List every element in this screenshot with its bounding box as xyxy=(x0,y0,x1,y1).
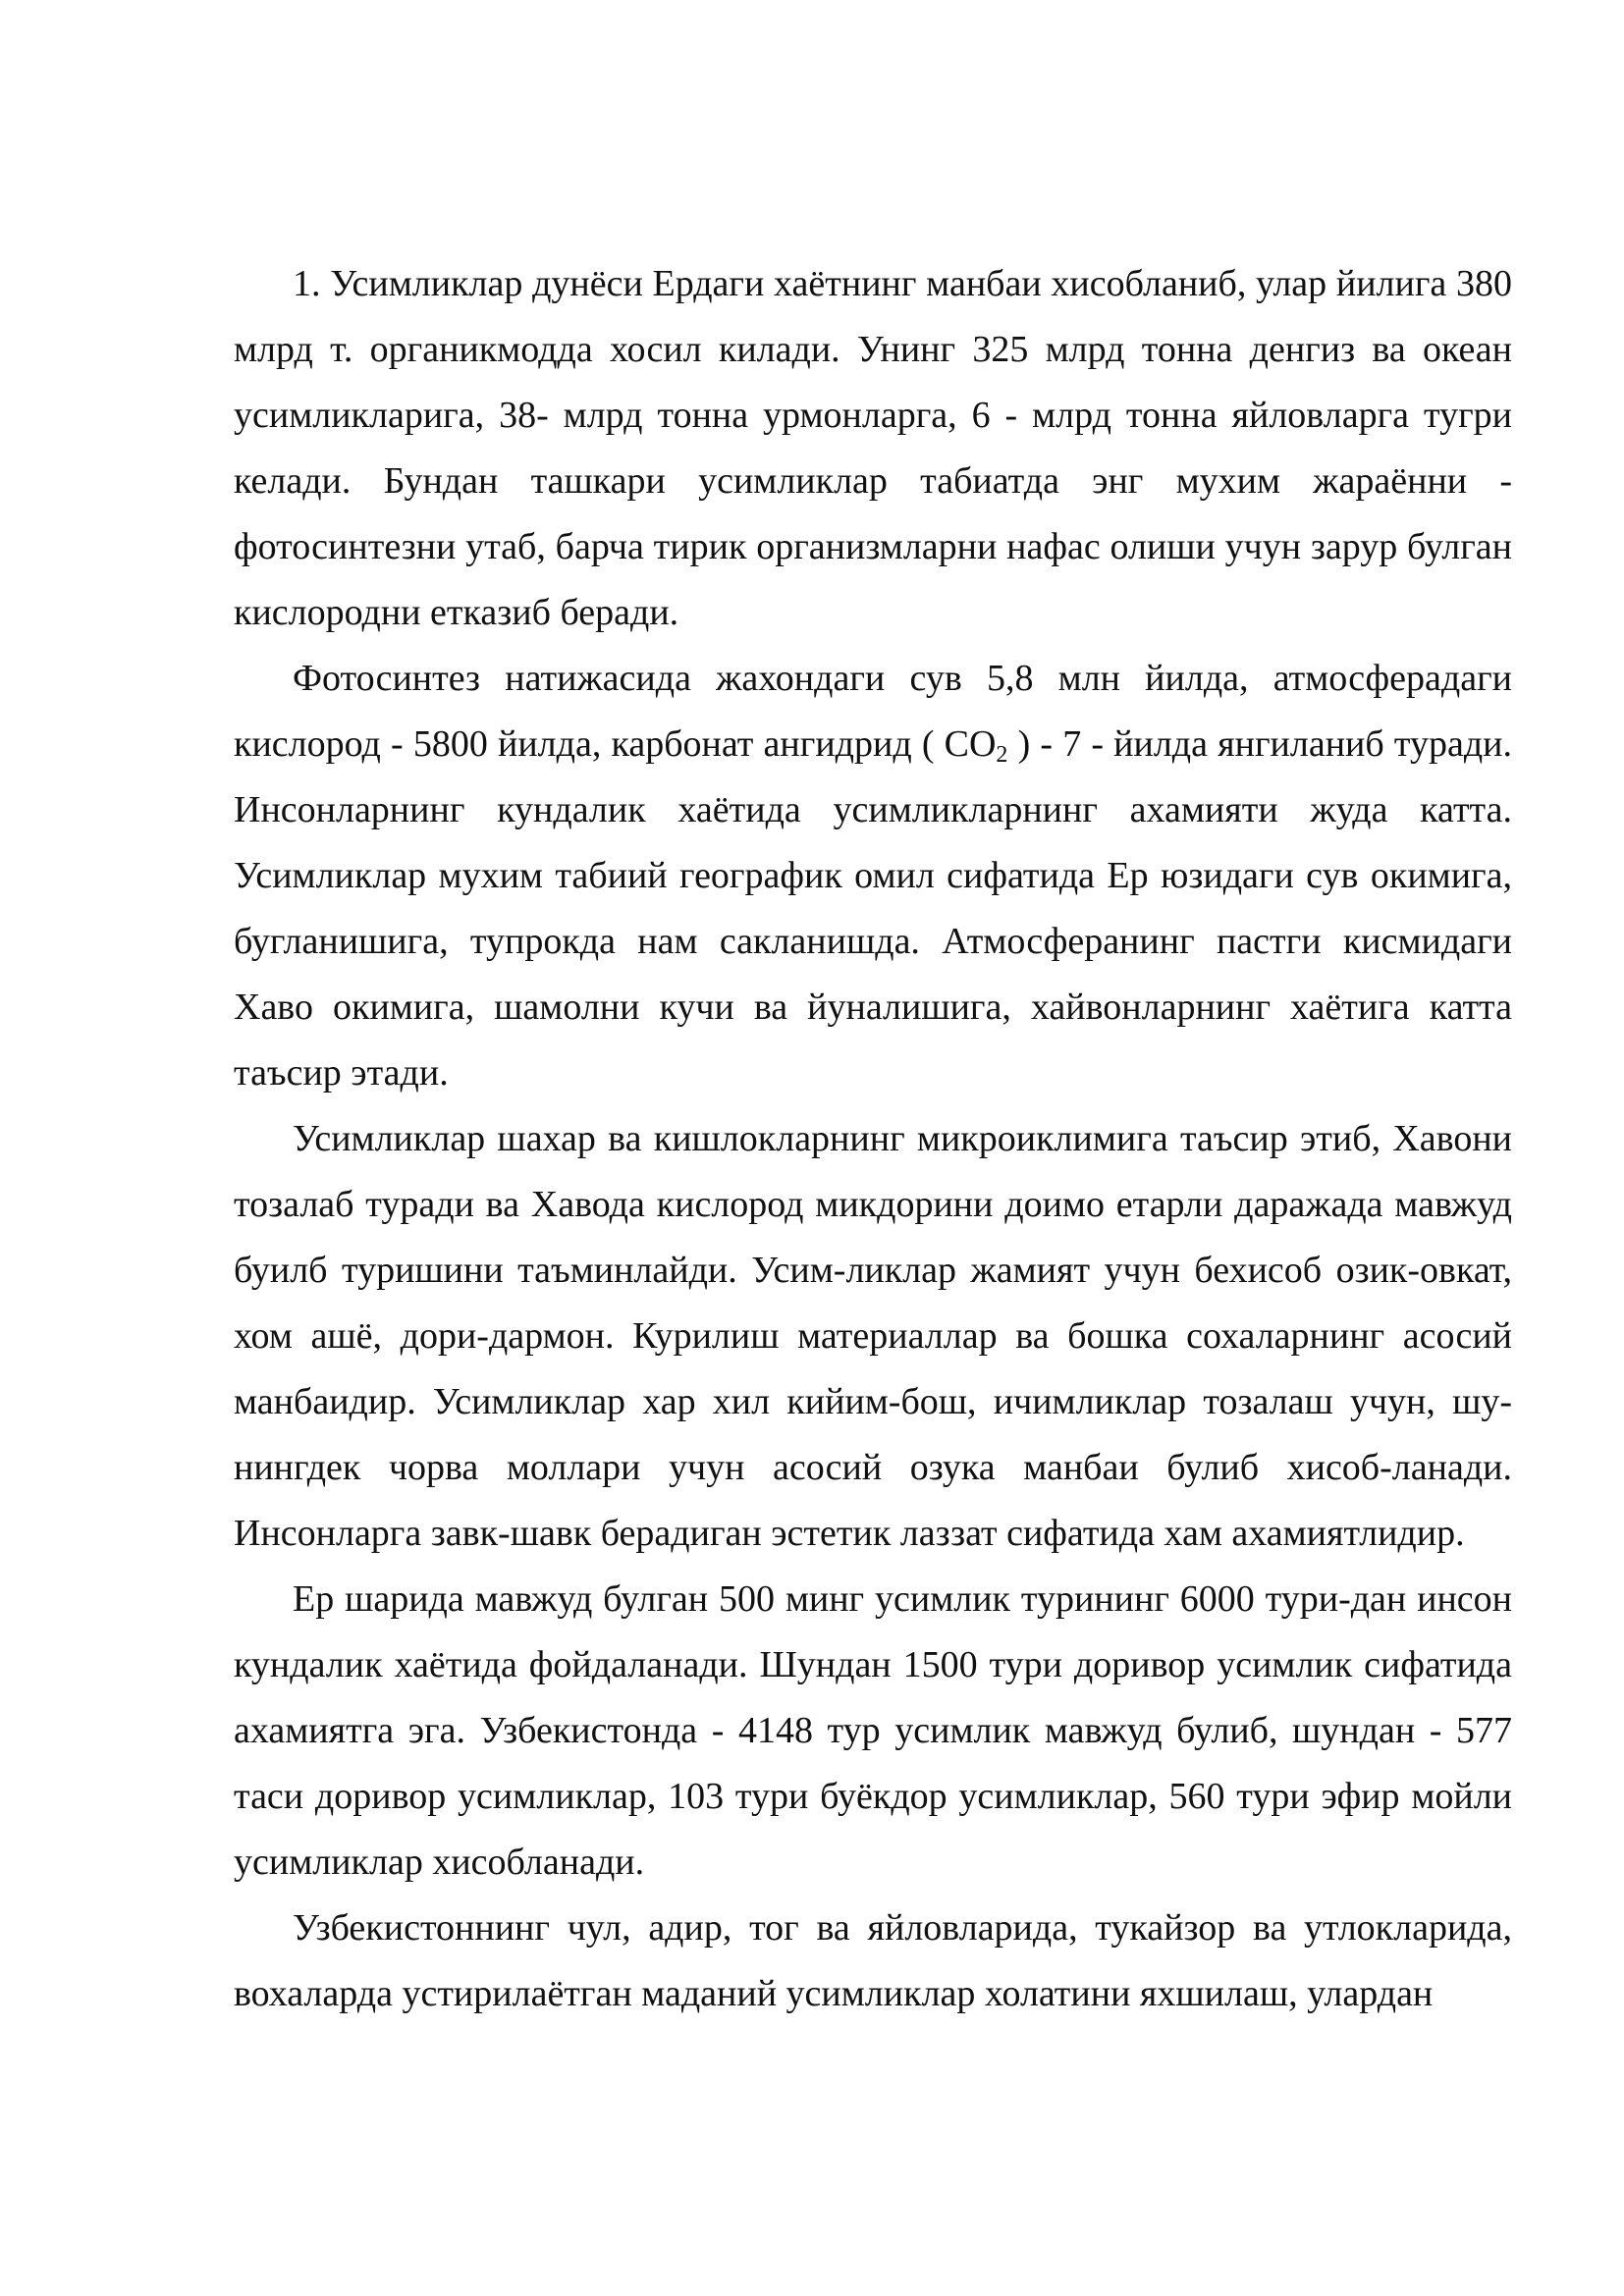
co2-subscript: 2 xyxy=(996,742,1008,768)
paragraph-2-text-after: ) - 7 - йилда янгиланиб туради. Инсонларнинг кундалик хаётида усимликларнинг ахамияти жуда катта. Усимликлар мухим табиий географик омил сифатида Ер юзидаги сув окимига, бугланишига, тупрокда нам сакланишда. Атмосферанинг пастги кисмидаги Хаво окимига, шамолни кучи ва йуналишига, хайвонларнинг хаётига катта таъсир этади. xyxy=(234,723,1513,1094)
paragraph-3: Усимликлар шахар ва кишлокларнинг микроиклимига таъсир этиб, Хавони тозалаб туради ва Хавода кислород микдорини доимо етарли даражада мавжуд буилб туришини таъминлайди. Усим-ликлар жамият учун бехисоб озик-овкат, хом ашё, дори-дармон. Курилиш материаллар ва бошка сохаларнинг асосий манбаидир. Усимликлар хар хил кийим-бош, ичимликлар тозалаш учун, шу-нингдек чорва моллари учун асосий озука манбаи булиб хисоб-ланади. Инсонларга завк-шавк берадиган эстетик лаззат сифатида хам ахамиятлидир. xyxy=(234,1118,1512,1554)
paragraph-2-text-before: Фотосинтез натижасида жахондаги сув 5,8 млн йилда, атмосферадаги кислород - 5800 йилда, карбонат ангидрид ( CO xyxy=(234,658,1512,765)
document-body xyxy=(234,251,1512,2027)
paragraph-1: 1. Усимликлар дунёси Ердаги хаётнинг манбаи хисобланиб, улар йилига 380 млрд т. органикмодда хосил килади. Унинг 325 млрд тонна денгиз ва океан усимликларига, 38- млрд тонна урмонларга, 6 - млрд тонна яйловларга тугри келади. Бундан ташкари усимликлар табиатда энг мухим жараённи - фотосинтезни утаб, барча тирик организмларни нафас олиши учун зарур булган кислородни етказиб беради. xyxy=(234,263,1512,633)
paragraph-5: Узбекистоннинг чул, адир, тог ва яйловларида, тукайзор ва утлокларида, вохаларда устирилаётган маданий усимликлар холатини яхшилаш, улардан xyxy=(234,1907,1512,2014)
paragraph-4: Ер шарида мавжуд булган 500 минг усимлик турининг 6000 тури-дан инсон кундалик хаётида фойдаланади. Шундан 1500 тури доривор усимлик сифатида ахамиятга эга. Узбекистонда - 4148 тур усимлик мавжуд булиб, шундан - 577 таси доривор усимликлар, 103 тури буёкдор усимликлар, 560 тури эфир мойли усимликлар хисобланади. xyxy=(234,1578,1512,1883)
paragraph-2 xyxy=(234,646,1512,1106)
